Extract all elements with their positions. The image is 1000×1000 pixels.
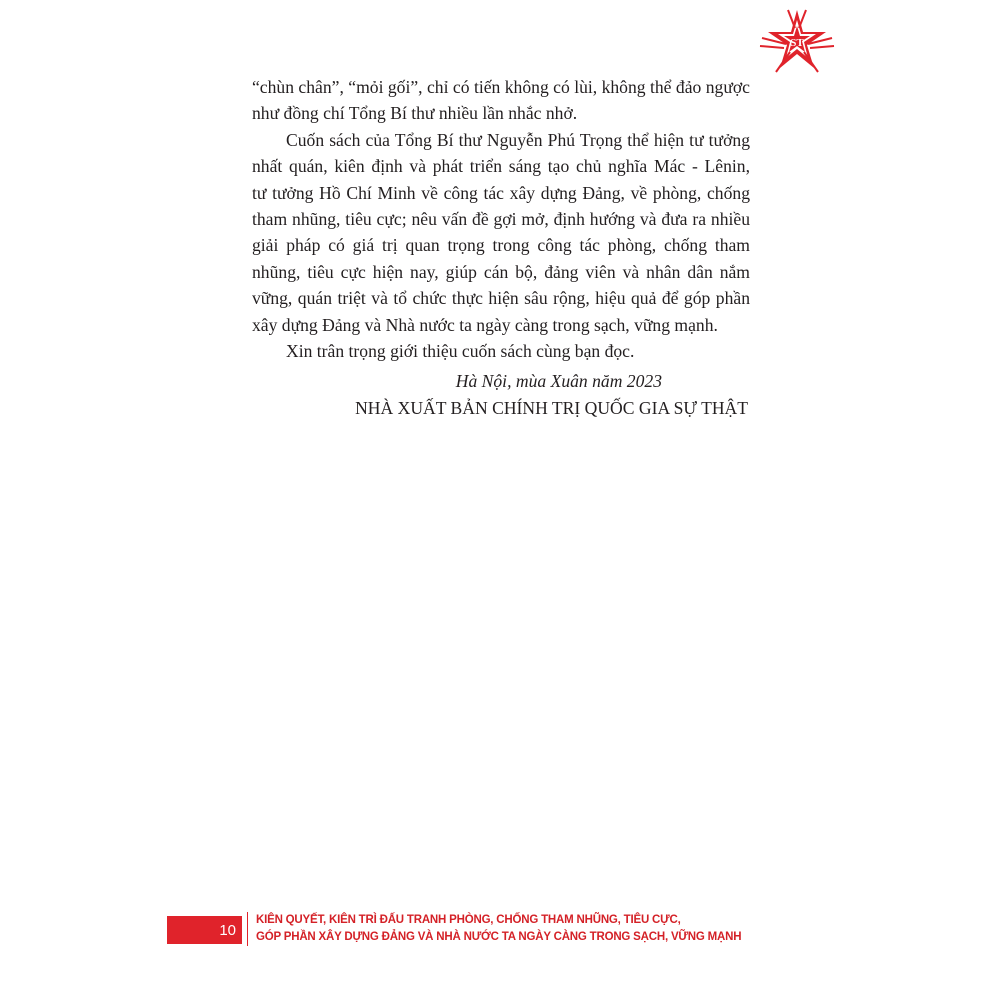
svg-text:ST: ST — [790, 37, 804, 49]
text-line: tư tưởng Hồ Chí Minh về công tác xây dựng Đảng, về phòng, chống — [252, 182, 750, 203]
body-text — [252, 74, 750, 421]
page-number: 10 — [219, 921, 236, 939]
text-line: Cuốn sách của Tổng Bí thư Nguyễn Phú Trọng thể hiện tư tưởng — [286, 129, 750, 150]
publisher-star-logo — [756, 8, 838, 78]
paragraph-2 — [252, 127, 750, 338]
text-line: tham nhũng, tiêu cực; nêu vấn đề gợi mở, định hướng và đưa ra nhiều — [252, 209, 750, 230]
text-line: như đồng chí Tổng Bí thư nhiều lần nhắc nhở. — [252, 103, 578, 124]
running-head-line-1: KIÊN QUYẾT, KIÊN TRÌ ĐẤU TRANH PHÒNG, CHỐNG THAM NHŨNG, TIÊU CỰC, — [256, 914, 681, 926]
running-head — [256, 912, 741, 946]
text-line: xây dựng Đảng và Nhà nước ta ngày càng trong sạch, vững mạnh. — [252, 314, 718, 335]
text-line: nhất quán, kiên định và phát triển sáng tạo chủ nghĩa Mác - Lênin, — [252, 156, 750, 177]
text-line: “chùn chân”, “mỏi gối”, chỉ có tiến không có lùi, không thể đảo ngược — [252, 77, 750, 97]
text-line: nhũng, tiêu cực hiện nay, giúp cán bộ, đảng viên và nhân dân nắm — [252, 261, 750, 282]
paragraph-3 — [252, 338, 750, 364]
page-number-tab — [167, 916, 242, 944]
text-line: Xin trân trọng giới thiệu cuốn sách cùng bạn đọc. — [286, 341, 635, 362]
footer-divider — [247, 912, 248, 946]
running-head-line-2: GÓP PHẦN XÂY DỰNG ĐẢNG VÀ NHÀ NƯỚC TA NGÀY CÀNG TRONG SẠCH, VỮNG MẠNH — [256, 931, 742, 943]
text-line: giải pháp có giá trị quan trọng trong công tác phòng, chống tham — [252, 235, 750, 256]
paragraph-1 — [252, 74, 750, 127]
signature-publisher: NHÀ XUẤT BẢN CHÍNH TRỊ QUỐC GIA SỰ THẬT — [355, 397, 748, 418]
signature-place-date: Hà Nội, mùa Xuân năm 2023 — [455, 371, 662, 392]
text-line: vững, quán triệt và tổ chức thực hiện sâu rộng, hiệu quả để góp phần — [252, 288, 750, 309]
